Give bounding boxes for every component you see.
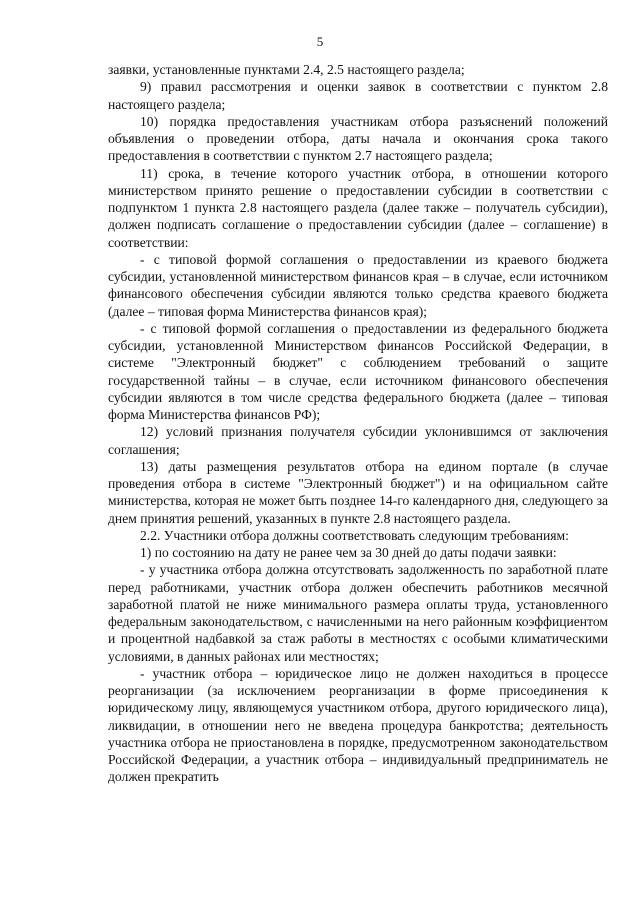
paragraph: 11) срока, в течение которого участник отбора, в отношении которого министерством принято решение о предоставлении субсидии в соответствии с подпунктом 1 пункта 2.8 настоящего раздела (далее также – получатель субсидии), должен подписать соглашение о предоставлении субсидии (далее – соглашение) в соответствии: xyxy=(108,165,608,250)
paragraph: - у участника отбора должна отсутствовать задолженность по заработной плате перед работниками, участник отбора должен обеспечить работников месячной заработной платой не ниже минимального размера оплаты труда, установленного федеральным законодательством, с начисленными на него районным коэффициентом и процентной надбавкой за стаж работы в местностях с особыми климатическими условиями, в данных районах или местностях; xyxy=(108,562,608,664)
paragraph: 13) даты размещения результатов отбора на едином портале (в случае проведения отбора в системе "Электронный бюджет") и на официальном сайте министерства, которая не может быть позднее 14-го календарного дня, следующего за днем принятия решений, указанных в пункте 2.8 настоящего раздела. xyxy=(108,458,608,526)
paragraph: 1) по состоянию на дату не ранее чем за 30 дней до даты подачи заявки: xyxy=(140,545,557,560)
paragraph: заявки, установленные пунктами 2.4, 2.5 настоящего раздела; xyxy=(108,62,465,77)
page-number: 5 xyxy=(316,34,324,49)
paragraph: - с типовой формой соглашения о предоставлении из федерального бюджета субсидии, установленной Министерством финансов Российской Федерации, в системе "Электронный бюджет" с соблюдением требований о защите государственной тайны – в случае, если источником финансового обеспечения субсидии являются в том числе средства федерального бюджета (далее – типовая форма Министерства финансов РФ); xyxy=(108,320,608,422)
paragraph: 9) правил рассмотрения и оценки заявок в соответствии с пунктом 2.8 настоящего раздела; xyxy=(108,79,608,112)
paragraph: - участник отбора – юридическое лицо не должен находиться в процессе реорганизации (за исключением реорганизации в форме присоединения к юридическому лицу, являющемуся участником отбора, другого юридического лица), ликвидации, в отношении него не введена процедура банкротства; деятельность участника отбора не приостановлена в порядке, предусмотренном законодательством Российской Федерации, а участник отбора – индивидуальный предприниматель не должен прекратить xyxy=(108,665,608,785)
paragraph: 12) условий признания получателя субсидии уклонившимся от заключения соглашения; xyxy=(108,424,608,457)
paragraph: - с типовой формой соглашения о предоставлении из краевого бюджета субсидии, установленной министерством финансов края – в случае, если источником финансового обеспечения субсидии являются только средства краевого бюджета (далее – типовая форма Министерства финансов края); xyxy=(108,251,608,319)
paragraph: 2.2. Участники отбора должны соответствовать следующим требованиям: xyxy=(140,527,569,543)
paragraph: 10) порядка предоставления участникам отбора разъяснений положений объявления о проведении отбора, даты начала и окончания срока такого предоставления в соответствии с пунктом 2.7 настоящего раздела; xyxy=(108,113,608,164)
document-body xyxy=(108,61,608,786)
